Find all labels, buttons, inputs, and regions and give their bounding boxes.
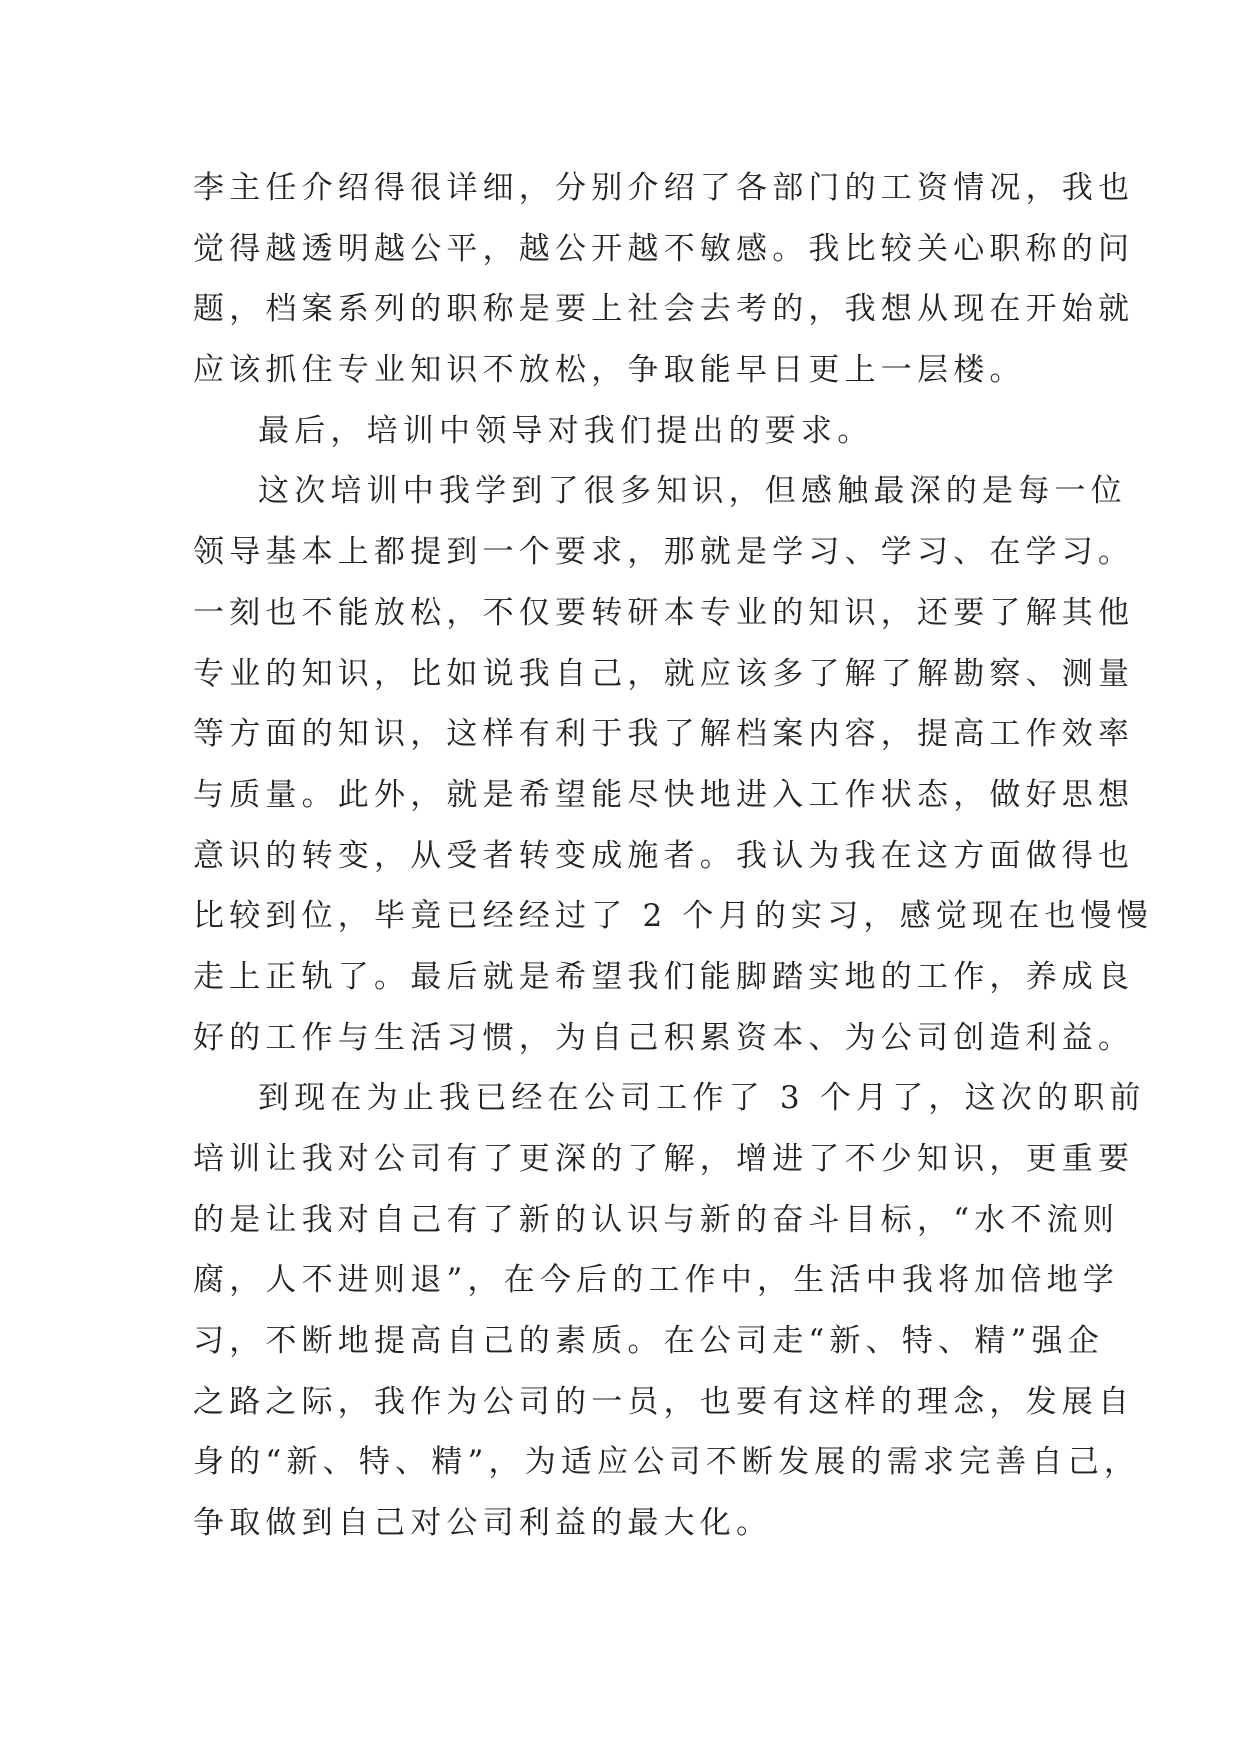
- text-line: 意识的转变，从受者转变成施者。我认为我在这方面做得也: [193, 837, 1135, 874]
- text-line: 培训让我对公司有了更深的了解，增进了不少知识，更重要: [193, 1141, 1135, 1177]
- text-line: 最后，培训中领导对我们提出的要求。: [258, 412, 874, 449]
- text-line: 习，不断地提高自己的素质。在公司走“新、特、精”强企: [193, 1323, 1104, 1360]
- text-line: 觉得越透明越公平，越公开越不敏感。我比较关心职称的问: [193, 230, 1135, 267]
- text-line: 等方面的知识，这样有利于我了解档案内容，提高工作效率: [193, 716, 1135, 753]
- text-line: 领导基本上都提到一个要求，那就是学习、学习、在学习。: [193, 534, 1135, 571]
- text-line: 的是让我对自己有了新的认识与新的奋斗目标，“水不流则: [193, 1201, 1120, 1238]
- text-line: 专业的知识，比如说我自己，就应该多了解了解勘察、测量: [193, 655, 1135, 692]
- text-line: 争取做到自己对公司利益的最大化。: [193, 1505, 773, 1542]
- document-body: [193, 158, 1154, 1554]
- text-line: 腐，人不进则退”，在今后的工作中，生活中我将加倍地学: [193, 1262, 1120, 1299]
- text-line: 一刻也不能放松，不仅要转研本专业的知识，还要了解其他: [193, 594, 1135, 631]
- text-line: 这次培训中我学到了很多知识，但感触最深的是每一位: [258, 473, 1127, 510]
- text-line: 与质量。此外，就是希望能尽快地进入工作状态，做好思想: [193, 776, 1135, 813]
- text-line: 应该抓住专业知识不放松，争取能早日更上一层楼。: [193, 352, 1026, 389]
- text-line: 走上正轨了。最后就是希望我们能脚踏实地的工作，养成良: [193, 958, 1135, 995]
- text-line: 比较到位，毕竟已经经过了 2 个月的实习，感觉现在也慢慢: [193, 898, 1154, 935]
- text-line: 李主任介绍得很详细，分别介绍了各部门的工资情况，我也: [193, 170, 1135, 206]
- text-line: 题，档案系列的职称是要上社会去考的，我想从现在开始就: [193, 291, 1135, 328]
- text-line: 到现在为止我已经在公司工作了 3 个月了，这次的职前: [258, 1080, 1146, 1117]
- text-line: 好的工作与生活习惯，为自己积累资本、为公司创造利益。: [193, 1019, 1135, 1056]
- text-line: 身的“新、特、精”，为适应公司不断发展的需求完善自己，: [193, 1444, 1141, 1481]
- text-line: 之路之际，我作为公司的一员，也要有这样的理念，发展自: [193, 1383, 1135, 1420]
